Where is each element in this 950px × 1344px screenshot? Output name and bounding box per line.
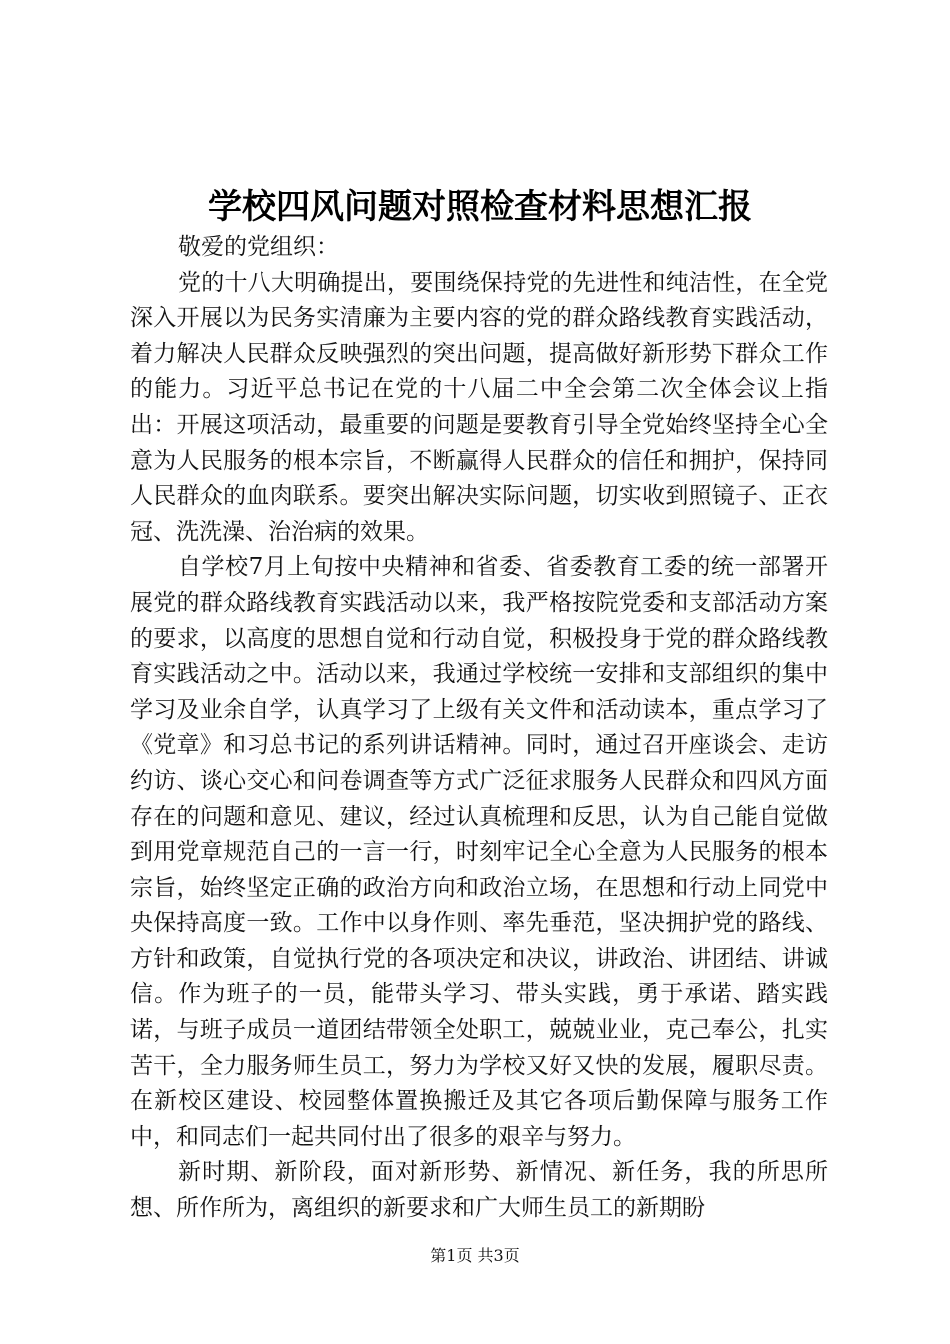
paragraph-1: 党的十八大明确提出，要围绕保持党的先进性和纯洁性，在全党深入开展以为民务实清廉为主要内容的党的群众路线教育实践活动，着力解决人民群众反映强烈的突出问题，提高做好新形势下群众工作的能力。习近平总书记在党的十八届二中全会第二次全体会议上指出：开展这项活动，最重要的问题是要教育引导全党始终坚持全心全意为人民服务的根本宗旨，不断赢得人民群众的信任和拥护，保持同人民群众的血肉联系。要突出解决实际问题，切实收到照镜子、正衣冠、洗洗澡、治治病的效果。 [130, 269, 828, 545]
document-body [130, 230, 828, 1227]
paragraph-2: 自学校7月上旬按中央精神和省委、省委教育工委的统一部署开展党的群众路线教育实践活动以来，我严格按院党委和支部活动方案的要求，以高度的思想自觉和行动自觉，积极投身于党的群众路线教育实践活动之中。活动以来，我通过学校统一安排和支部组织的集中学习及业余自学，认真学习了上级有关文件和活动读本，重点学习了《党章》和习总书记的系列讲话精神。同时，通过召开座谈会、走访约访、谈心交心和问卷调查等方式广泛征求服务人民群众和四风方面存在的问题和意见、建议，经过认真梳理和反思，认为自己能自觉做到用党章规范自己的一言一行，时刻牢记全心全意为人民服务的根本宗旨，始终坚定正确的政治方向和政治立场，在思想和行动上同党中央保持高度一致。工作中以身作则、率先垂范，坚决拥护党的路线、方针和政策，自觉执行党的各项决定和决议，讲政治、讲团结、讲诚信。作为班子的一员，能带头学习、带头实践，勇于承诺、踏实践诺，与班子成员一道团结带领全处职工，兢兢业业，克己奉公，扎实苦干，全力服务师生员工，努力为学校又好又快的发展，履职尽责。在新校区建设、校园整体置换搬迁及其它各项后勤保障与服务工作中，和同志们一起共同付出了很多的艰辛与努力。 [130, 554, 828, 1150]
document-title: 学校四风问题对照检查材料思想汇报 [208, 187, 752, 227]
page-footer: 第1页 共3页 [430, 1246, 520, 1265]
paragraph-3: 新时期、新阶段，面对新形势、新情况、新任务，我的所思所想、所作所为，离组织的新要求和广大师生员工的新期盼 [130, 1159, 828, 1222]
salutation: 敬爱的党组织： [178, 234, 339, 260]
